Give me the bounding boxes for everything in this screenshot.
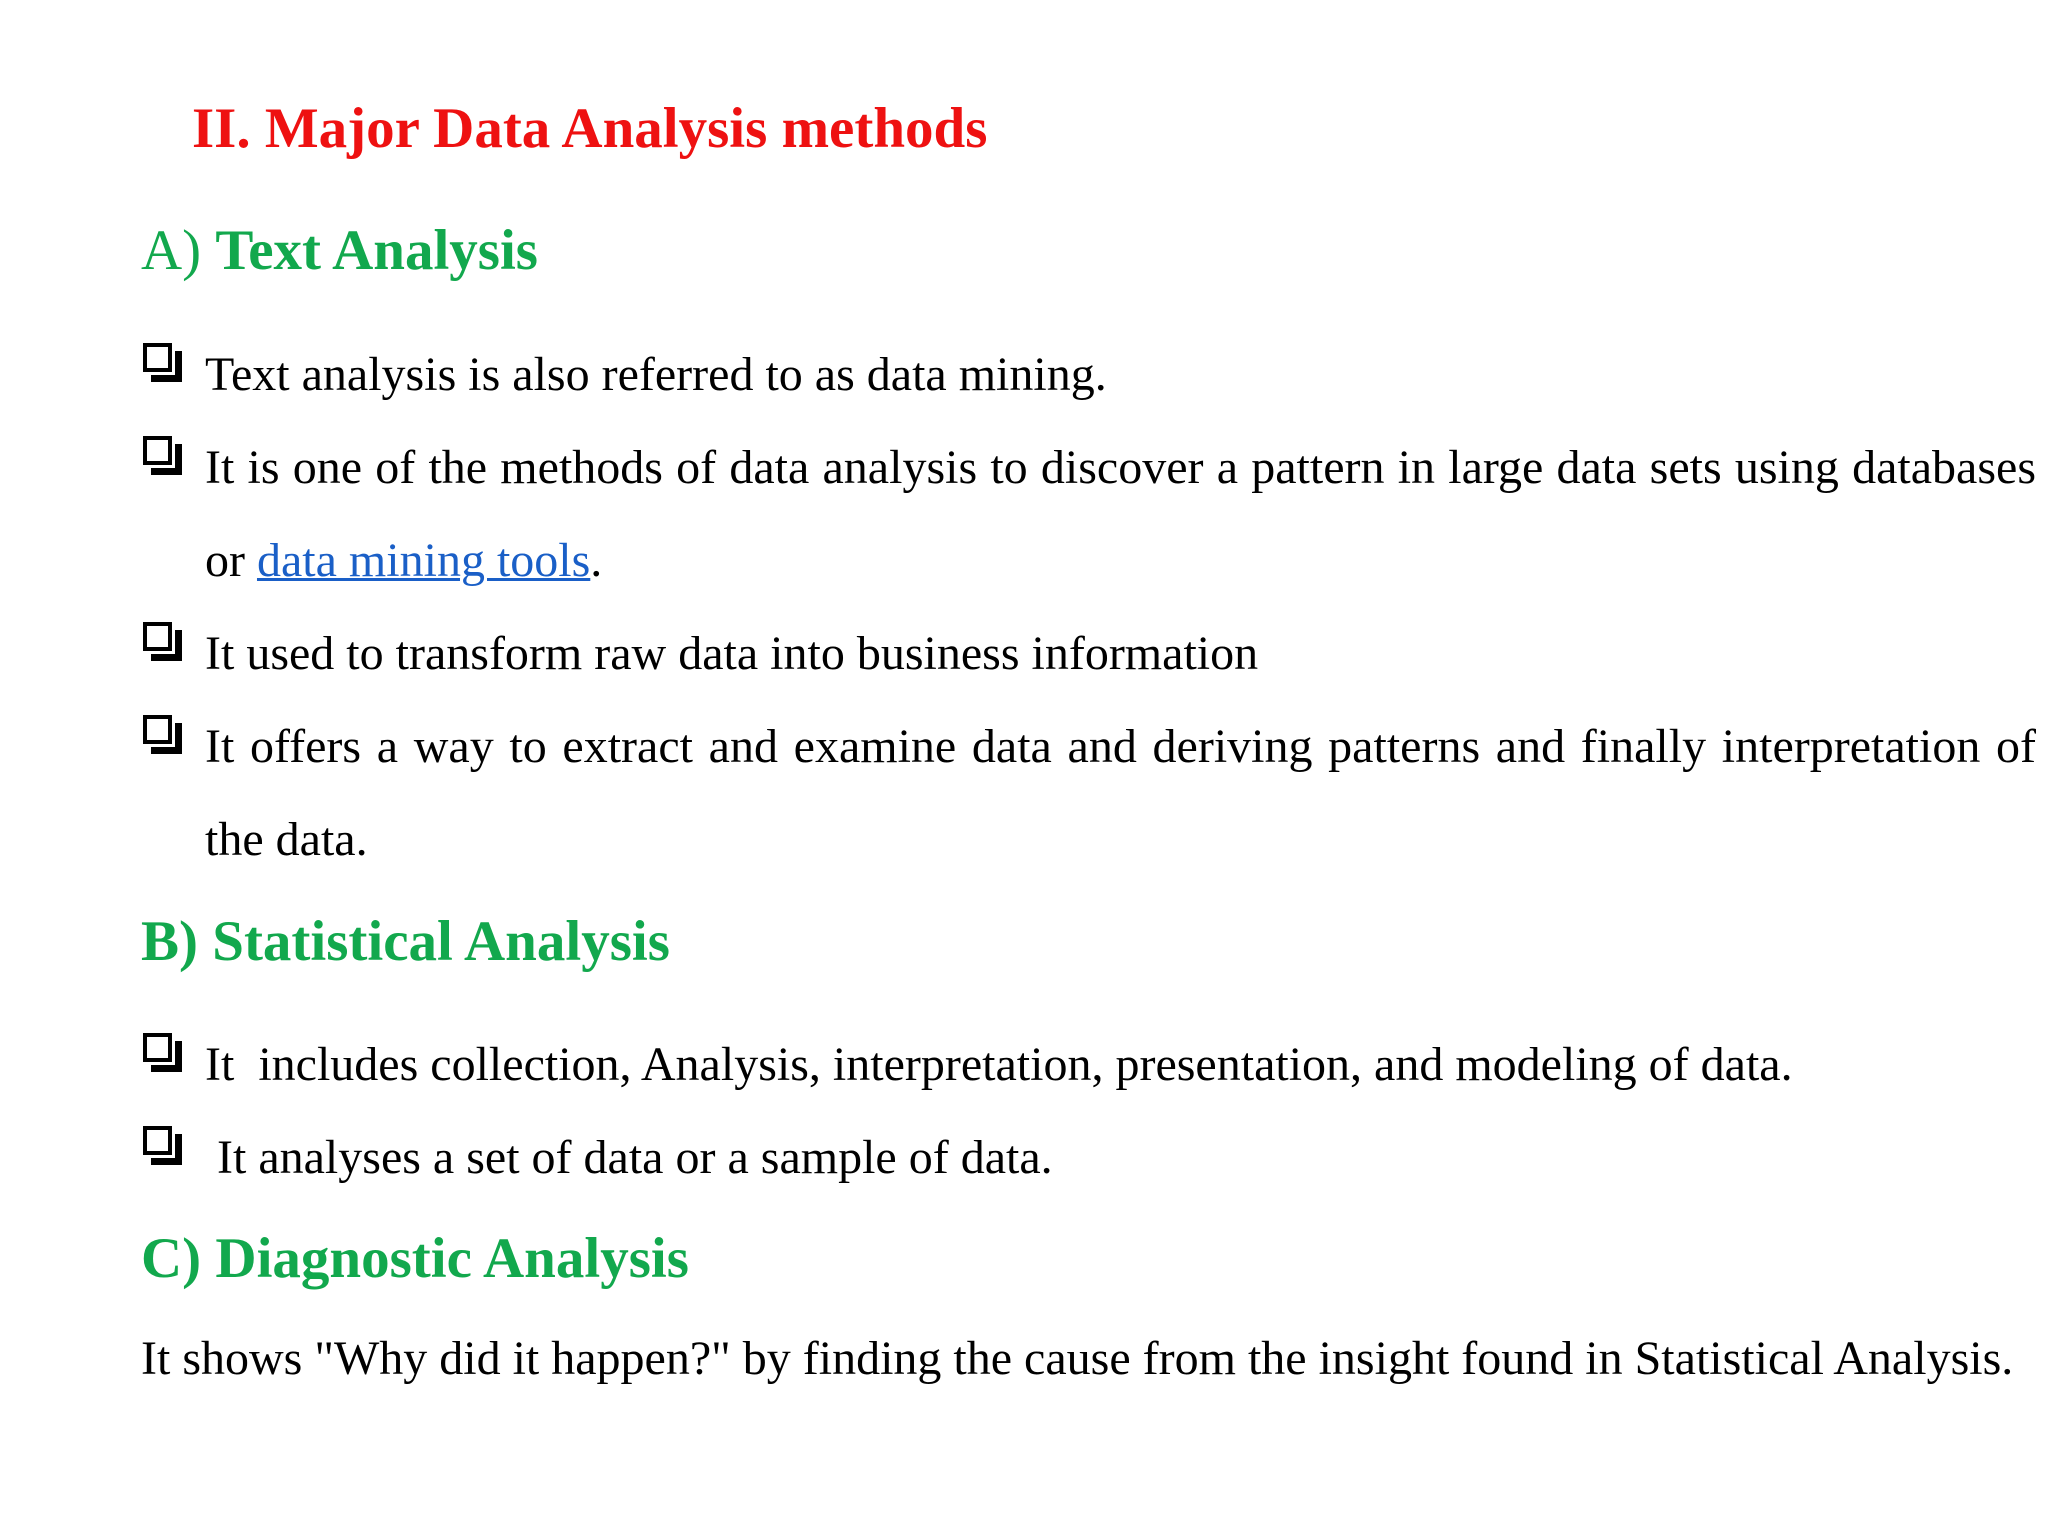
checkbox-bullet-icon (143, 715, 172, 744)
bullet-text-start: It is one of the methods of data analysis to discover a pattern in large data sets using databases or (205, 441, 2036, 587)
section-title: Diagnostic Analysis (215, 1227, 689, 1290)
section-heading-statistical-analysis (141, 910, 670, 973)
checkbox-bullet-icon (143, 1126, 172, 1155)
page-title: II. Major Data Analysis methods (192, 97, 988, 160)
bullet-text: It analyses a set of data or a sample of data. (205, 1131, 1053, 1184)
section-letter: B) (141, 910, 198, 973)
section-title: Text Analysis (215, 219, 538, 282)
section-heading-text-analysis (141, 219, 538, 282)
bullet-text-end: . (590, 534, 603, 587)
checkbox-bullet-icon (143, 1033, 172, 1062)
checkbox-bullet-icon (143, 436, 172, 465)
bullet-text (205, 421, 2036, 607)
section-letter: C) (141, 1227, 202, 1290)
bullet-text: It includes collection, Analysis, interpretation, presentation, and modeling of data. (205, 1038, 1793, 1091)
section-letter: A) (141, 219, 202, 282)
section-heading-diagnostic-analysis (141, 1227, 689, 1290)
bullet-text: Text analysis is also referred to as data mining. (205, 348, 1107, 401)
bullet-text: It used to transform raw data into business information (205, 627, 1259, 680)
checkbox-bullet-icon (143, 622, 172, 651)
diagnostic-paragraph: It shows "Why did it happen?" by finding the cause from the insight found in Statistical Analysis. (141, 1332, 2014, 1385)
bullet-text: It offers a way to extract and examine data and deriving patterns and finally interpretation of the data. (205, 720, 2036, 866)
data-mining-tools-link[interactable]: data mining tools (256, 534, 591, 587)
checkbox-bullet-icon (143, 343, 172, 372)
section-title: Statistical Analysis (212, 910, 670, 973)
